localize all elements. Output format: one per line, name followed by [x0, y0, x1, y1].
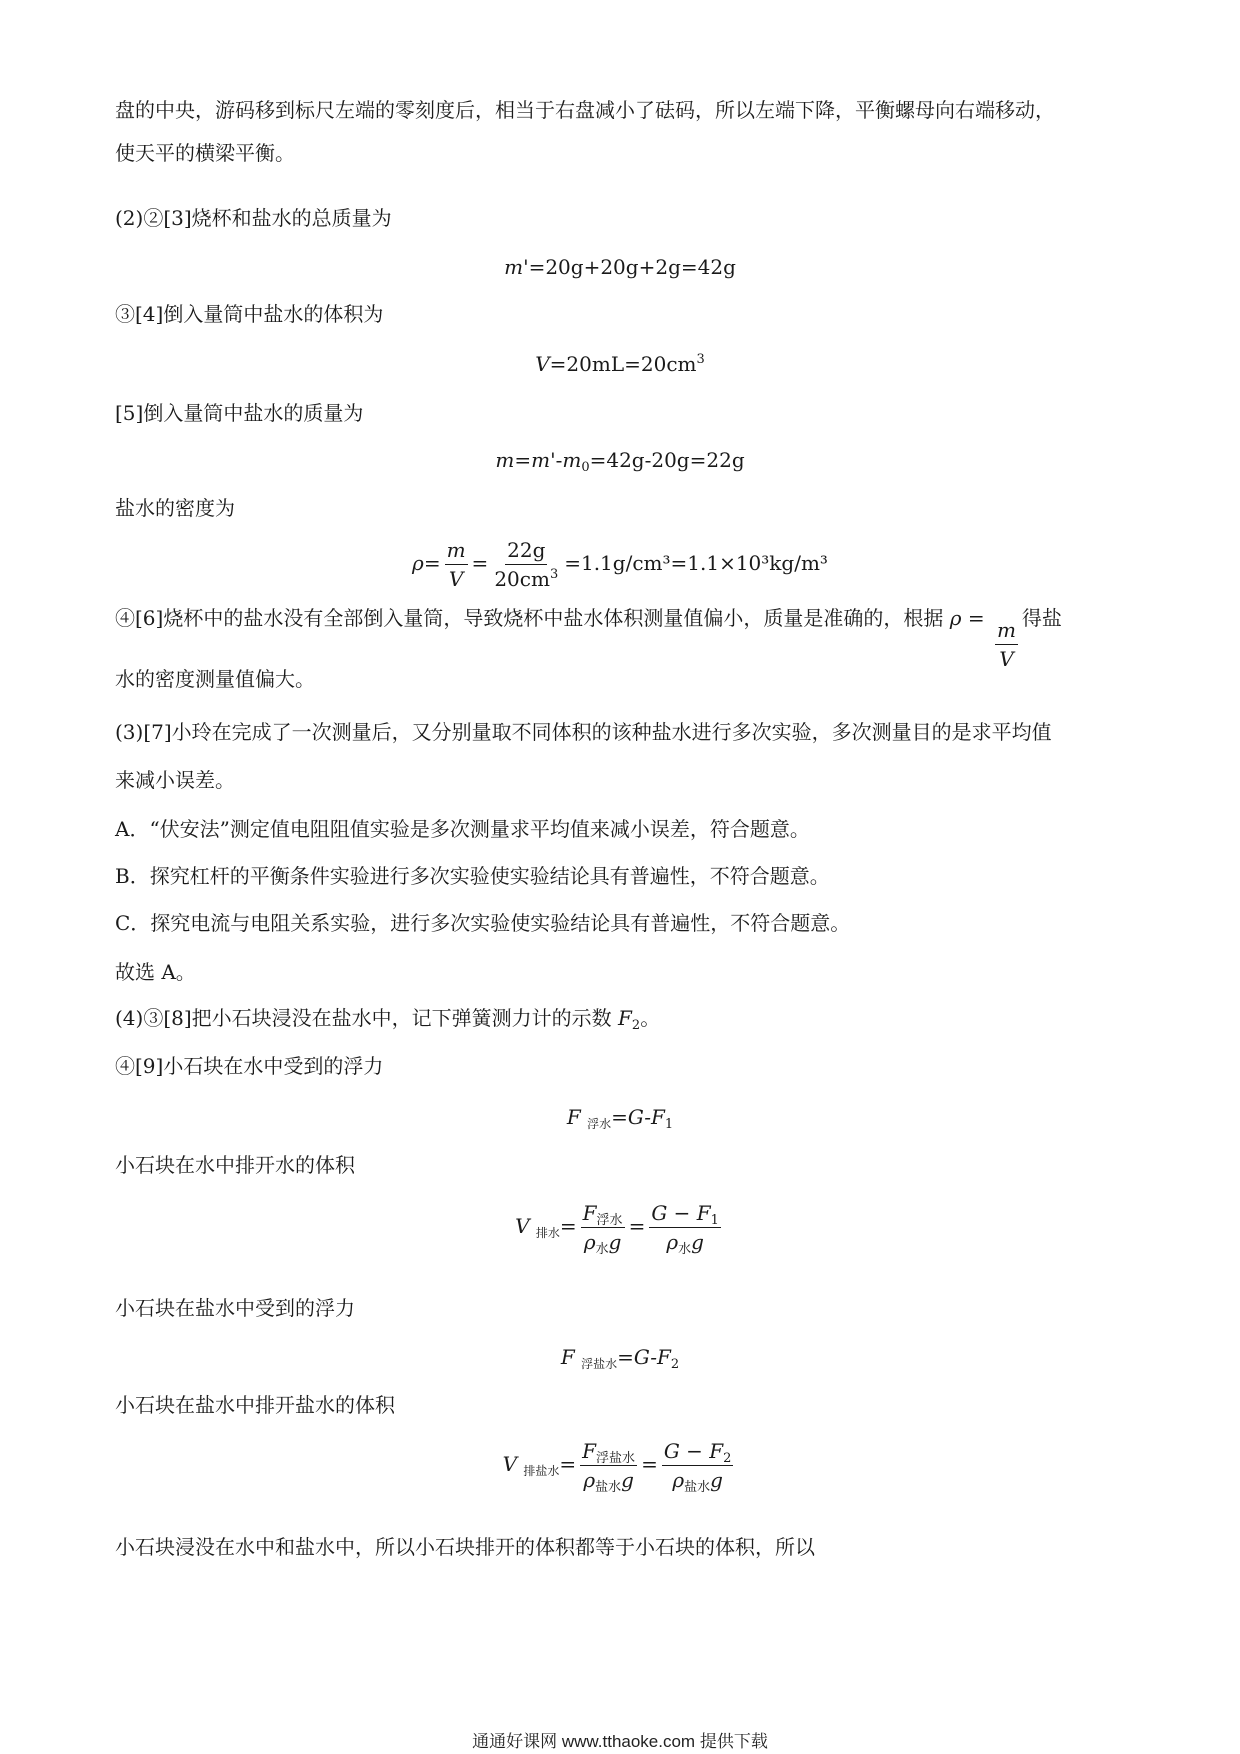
text-line: 盐水的密度为 [115, 496, 235, 520]
text-line: (4)③[8]把小石块浸没在盐水中，记下弹簧测力计的示数 $F_2$。 [115, 1006, 661, 1033]
formula-buoyancy-saltwater: F $_{浮盐水}=G-F_2$ [560, 1345, 680, 1372]
option-c: C．探究电流与电阻关系实验，进行多次实验使实验结论具有普遍性，不符合题意。 [115, 911, 851, 935]
text-line: 小石块在盐水中受到的浮力 [115, 1296, 355, 1320]
formula-total-mass: m'=20g+20g+2g=42g [504, 255, 736, 279]
formula-volume: $V=20mL=20cm^3$ [535, 352, 705, 376]
text-line: [5]倒入量筒中盐水的质量为 [115, 401, 364, 425]
text-line: ④[9]小石块在水中受到的浮力 [115, 1054, 384, 1078]
formula-volume-water: V $_{排水}$= $\frac{F_{浮水}}{\rho_水g}$ = $\frac{G - F_1}{\rho_水g}$ [515, 1201, 719, 1257]
text-line: 使天平的横梁平衡。 [115, 141, 295, 165]
option-a: A．“伏安法”测定值电阻阻值实验是多次测量求平均值来减小误差，符合题意。 [115, 817, 810, 841]
text-line: 水的密度测量值偏大。 [115, 667, 315, 691]
text-line: 来减小误差。 [115, 768, 235, 792]
text-line: 小石块浸没在水中和盐水中，所以小石块排开的体积都等于小石块的体积，所以 [115, 1535, 815, 1559]
text-line: 小石块在水中排开水的体积 [115, 1153, 355, 1177]
text-line-with-formula: ④[6]烧杯中的盐水没有全部倒入量筒，导致烧杯中盐水体积测量值偏小，质量是准确的，根据 ρ = $\frac{m}{V}$ 得盐 [115, 606, 1062, 671]
text-line: (3)[7]小玲在完成了一次测量后，又分别量取不同体积的该种盐水进行多次实验，多次测量目的是求平均值 [115, 720, 1052, 744]
page-footer: 通通好课网 www.tthaoke.com 提供下载 [472, 1732, 768, 1751]
text-line: 小石块在盐水中排开盐水的体积 [115, 1393, 395, 1417]
text-line: 故选 A。 [115, 960, 196, 984]
text-line: (2)②[3]烧杯和盐水的总质量为 [115, 206, 392, 230]
formula-buoyancy-water: F $_{浮水}=G-F_1$ [566, 1105, 674, 1132]
text-line: ③[4]倒入量筒中盐水的体积为 [115, 302, 384, 326]
formula-density: ρ= $\frac{m}{V}$ = $\frac{22g}{20cm^3}$ =1.1g/cm³=1.1×10³kg/m³ [412, 538, 828, 591]
formula-mass: $m=m'-m_0=42g-20g=22g$ [495, 448, 745, 475]
option-b: B．探究杠杆的平衡条件实验进行多次实验使实验结论具有普遍性，不符合题意。 [115, 864, 830, 888]
text-line: 盘的中央，游码移到标尺左端的零刻度后，相当于右盘减小了砝码，所以左端下降，平衡螺母向右端移动， [115, 98, 1055, 122]
formula-volume-saltwater: V $_{排盐水}$= $\frac{F_{浮盐水}}{\rho_{盐水}g}$ = $\frac{G - F_2}{\rho_{盐水}g}$ [502, 1439, 732, 1495]
